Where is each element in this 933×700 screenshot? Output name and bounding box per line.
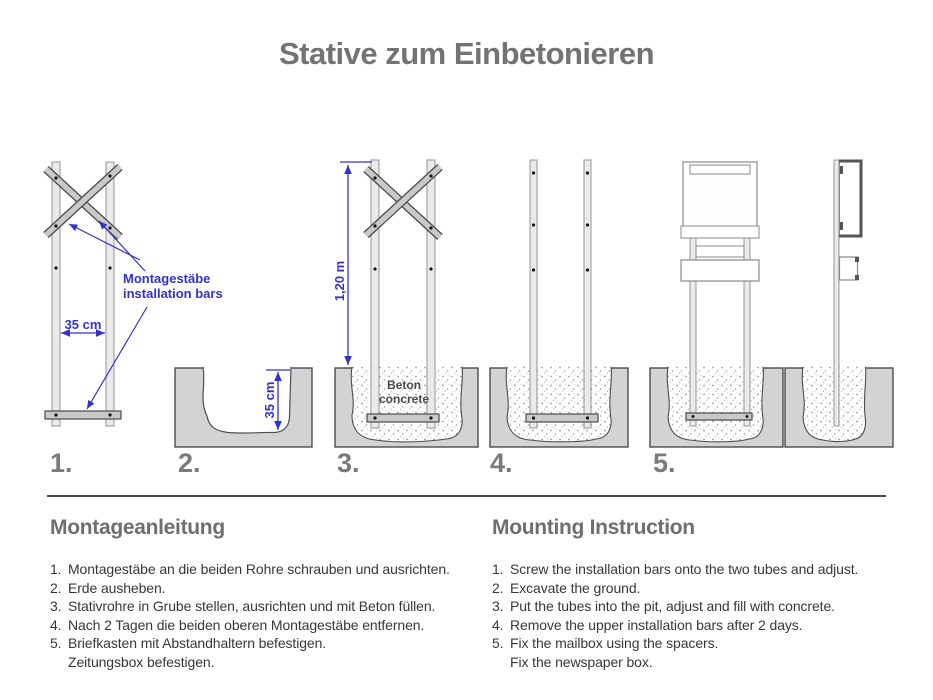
spacer-bracket [696, 246, 744, 257]
step-5-front-view [650, 162, 783, 447]
step-number-2: 2. [178, 448, 201, 478]
step-number-3: 3. [337, 448, 360, 478]
english-instructions-list [492, 560, 922, 671]
instruction-item: 2. Excavate the ground. [492, 579, 641, 596]
tube [584, 160, 591, 428]
instruction-item: 2. Erde ausheben. [50, 579, 166, 596]
newspaper-box-side [840, 257, 860, 280]
instruction-item: 5. Fix the mailbox using the spacers. [492, 635, 719, 651]
step-number-4: 4. [490, 448, 513, 478]
mailbox-front [681, 162, 759, 238]
concrete-label-de: Beton [387, 378, 421, 392]
tube [834, 160, 839, 426]
step-number-1: 1. [50, 448, 73, 478]
bars-label-de: Montagestäbe [123, 271, 211, 286]
instruction-item: 1. Montagestäbe an die beiden Rohre schrauben und ausrichten. [50, 561, 450, 577]
page-title: Stative zum Einbetonieren [278, 36, 655, 71]
instruction-item: 4. Remove the upper installation bars after 2 days. [492, 616, 803, 633]
lower-installation-bar [686, 413, 752, 420]
assembly-diagram [0, 140, 933, 500]
screw-dot [746, 415, 749, 418]
depth-dimension-label: 35 cm [262, 381, 277, 419]
step-number-5: 5. [653, 448, 676, 478]
newspaper-box-front [681, 260, 759, 281]
instruction-item: 5. Briefkasten mit Abstandhaltern befestigen. [50, 635, 327, 651]
step-5-diagram [650, 160, 893, 478]
width-dimension [61, 317, 105, 333]
german-instructions-list [50, 560, 480, 671]
step-5-side-view [785, 160, 893, 447]
screw-dots [54, 174, 111, 416]
tube [371, 160, 379, 428]
instruction-item: 1. Screw the installation bars onto the two tubes and adjust. [492, 561, 859, 577]
step-3-diagram [332, 160, 478, 478]
section-divider [47, 495, 886, 497]
tube [52, 162, 60, 426]
height-dimension-label: 1,20 m [332, 260, 347, 302]
tube [427, 160, 435, 428]
instruction-item: 3. Stativrohre in Grube stellen, ausrichten und mit Beton füllen. [50, 598, 436, 614]
step-4-diagram [490, 160, 628, 478]
english-instructions-heading: Mounting Instruction [492, 516, 695, 539]
instruction-item: 4. Nach 2 Tagen die beiden oberen Montagestäbe entfernen. [50, 616, 425, 633]
bars-label-en: installation bars [123, 286, 223, 301]
mailbox-side [839, 160, 863, 237]
instruction-item: Fix the newspaper box. [510, 653, 653, 670]
mailbox-base-rail [681, 226, 759, 238]
concrete-label-en: concrete [378, 392, 430, 406]
instruction-item: 3. Put the tubes into the pit, adjust and fill with concrete. [492, 598, 835, 614]
concrete-fill [506, 367, 611, 442]
step-2-diagram [175, 367, 312, 478]
tube [530, 160, 537, 428]
screw-dot [692, 415, 695, 418]
lower-installation-bar [367, 414, 439, 422]
mailbox-lid [690, 165, 750, 174]
german-instructions-heading: Montageanleitung [50, 516, 225, 539]
instruction-item: Zeitungsbox befestigen. [68, 653, 215, 670]
height-dimension [332, 162, 372, 365]
tube [106, 162, 114, 426]
width-dimension-label: 35 cm [64, 317, 102, 332]
